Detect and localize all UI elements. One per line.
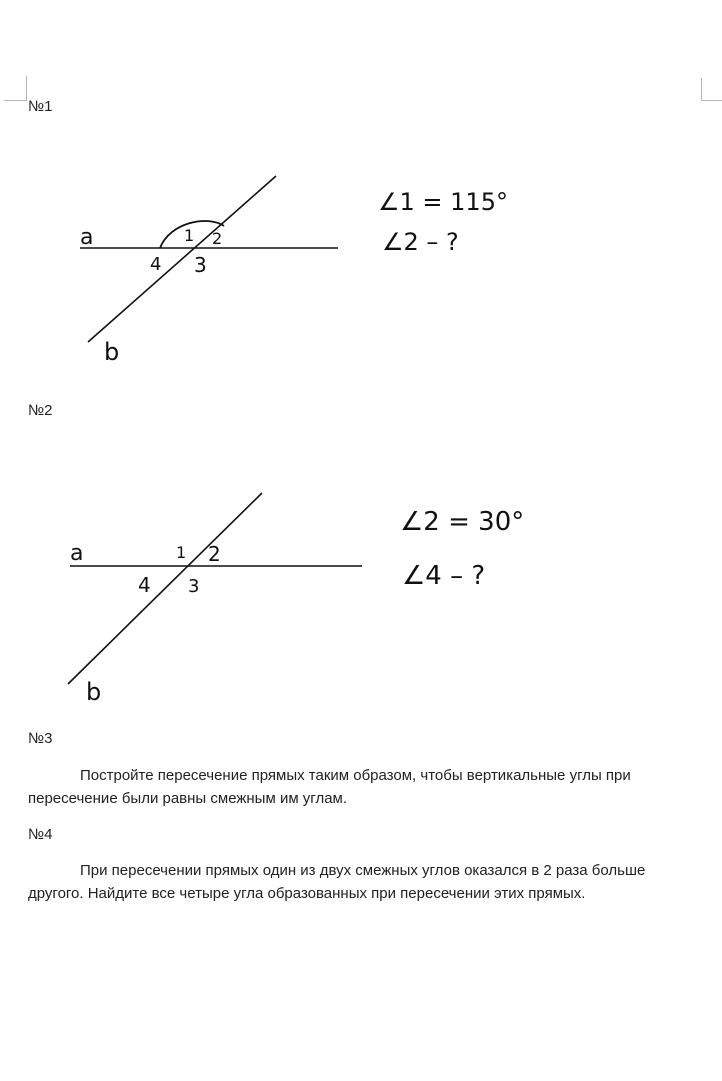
problem-2-given: ∠2 = 30° <box>400 507 525 537</box>
problem-2-line-b <box>68 493 262 684</box>
problem-2-label-b: b <box>86 678 102 706</box>
problem-2-number: №2 <box>28 402 53 419</box>
problem-1-angle-4: 4 <box>150 254 162 275</box>
problem-1-number: №1 <box>28 98 53 115</box>
problem-2-find: ∠4 – ? <box>402 561 486 591</box>
problem-1-find: ∠2 – ? <box>382 228 459 256</box>
problem-1-angle-3: 3 <box>194 253 207 277</box>
problem-4-number: №4 <box>28 826 53 843</box>
problem-1-label-b: b <box>104 338 120 366</box>
problem-1-angle-1: 1 <box>184 226 195 245</box>
problem-2-angle-2: 2 <box>208 542 221 566</box>
problem-1-given: ∠1 = 115° <box>378 188 508 216</box>
problem-1-label-a: a <box>80 225 94 250</box>
problem-2-angle-3: 3 <box>188 576 200 597</box>
problem-2-angle-4: 4 <box>138 573 151 597</box>
problem-3-number: №3 <box>28 730 53 747</box>
problem-3-text: Постройте пересечение прямых таким образом, чтобы вертикальные углы при пересечение были равны смежным им углам. <box>28 767 631 807</box>
problem-4-text: При пересечении прямых один из двух смежных углов оказался в 2 раза больше другого. Найдите все четыре угла образованных при пересечении этих прямых. <box>28 862 646 902</box>
problem-1-angle-2: 2 <box>212 229 223 248</box>
problem-2-angle-1: 1 <box>176 543 187 562</box>
problem-2-label-a: a <box>70 541 84 566</box>
